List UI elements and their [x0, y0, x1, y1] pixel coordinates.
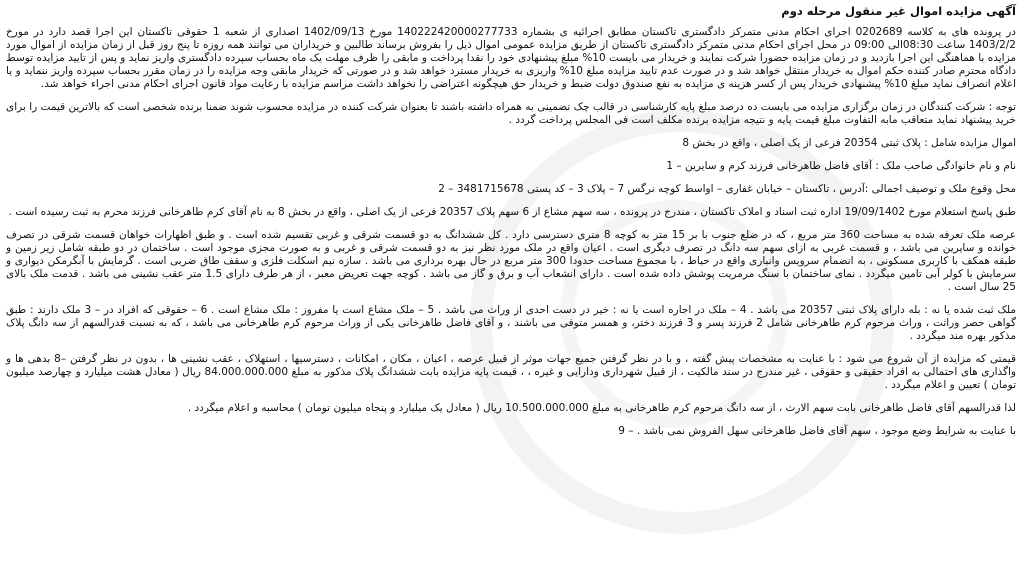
- owner-line: نام و نام خانوادگی صاحب ملک : آقای فاضل طاهرخانی فرزند کرم و سایرین – 1: [666, 160, 1016, 172]
- address-line: محل وقوع ملک و توصیف اجمالی :آدرس ، تاکستان – خیابان غفاری – اواسط کوچه نرگس 7 – پلاک 3 – کد پستی 3481715678 – 2: [438, 183, 1016, 195]
- share-value-paragraph: لذا قدرالسهم آقای فاضل طاهرخانی بابت سهم الارث ، از سه دانگ مرحوم کرم طاهرخانی به مبلغ 10.500.000.000 ریال ( معادل یک میلیارد و پنجاه میلیون تومان ) محاسبه و اعلام میگردد .: [187, 402, 1016, 414]
- registry-paragraph: طبق پاسخ استعلام مورخ 19/09/1402 اداره ثبت اسناد و املاک تاکستان ، مندرج در پرونده ، سه سهم مشاع از 6 سهم پلاک 20357 فرعی از یک اصلی ، واقع در بخش 8 به نام آقای کرم طاهرخانی فرزند محرم به ثبت رسیده است .: [8, 206, 1016, 218]
- notice-attention-paragraph: توجه : شرکت کنندگان در زمان برگزاری مزایده می بایست ده درصد مبلغ پایه کارشناسی در قالب چک تضمینی به همراه داشته باشند تا بعنوان شرکت کننده در مزایده محسوب شوند ضمنا برنده شخصی است که بالاترین قیمت را برای خرید پیشنهاد نماید متعاقب مابه التفاوت مبلغ قیمت پایه و نتیجه مزایده برنده مکلف است فی المجلس پرداخت گردد .: [6, 101, 1016, 126]
- property-line: اموال مزایده شامل : پلاک ثبتی 20354 فرعی از یک اصلی ، واقع در بخش 8: [682, 137, 1016, 149]
- registration-status-paragraph: ملک ثبت شده یا نه : بله دارای پلاک ثبتی 20357 می باشد . 4 – ملک در اجاره است یا نه : خیر در دست احدی از وراث می باشد . 5 – ملک مشاع است یا مفروز : ملک مشاع است . 6 – حقوقی که افراد در – 3 ملک دارند : طبق گواهی حصر وراثت ، وراث مرحوم کرم طاهرخانی شامل 2 فرزند پسر و 3 فرزند دختر، و همسر متوفی می باشند ، و آقای فاضل طاهرخانی یکی از وراث مرحوم کرم طاهرخانی می باشد ، که به نسبت قدرالسهم از سه دانگ پلاک مذکور بهره مند میگردد .: [6, 304, 1016, 342]
- auction-notice: [6, 2, 1016, 448]
- notice-title: آگهی مزایده اموال غیر منقول مرحله دوم: [781, 4, 1016, 18]
- saleability-line: با عنایت به شرایط وضع موجود ، سهم آقای فاضل طاهرخانی سهل الفروش نمی باشد . – 9: [618, 425, 1016, 437]
- notice-intro-paragraph: در پرونده های به کلاسه 0202689 اجرای احکام مدنی متمرکز دادگستری تاکستان مطابق اجرائیه ی بشماره 140222420000277733 مورخ 1402/09/13 اصداری از شعبه 1 حقوقی تاکستان این اجرا قصد دارد در مورخ 1403/2/2 ساعت 08:30الی 09:00 در محل اجرای احکام مدنی متمرکز دادگستری تاکستان از طریق مزایده عمومی اموال ذیل را بفروش برساند طالبین و خریداران می توانند همه روزه تا پنج روز قبل از زمان مزایده از اموال مورد مزایده با هماهنگی این اجرا بازدید و در زمان مزایده حضورا شرکت نمایند و خریدار می بایست 10% مبلغ پیشنهادی خود را نقدا پرداخت و مابقی را ظرف مهلت یک ماه بحساب سپرده دادگستری واریز نماید و پس از تایید مزایده توسط دادگاه محترم صادر کننده حکم اموال به خریدار منتقل خواهد شد و در صورت عدم تایید مزایده مبلغ 10% واریزی به خریدار مسترد خواهد شد و در صورتی که خریدار مابقی وجه مزایده را در زمان مقرر بحساب سپرده واریز ننماید و یا اعلام انصراف نماید مبلغ 10% پیشنهادی خریدار پس از کسر هزینه ی مزایده به نفع صندوق دولت ضبط و خریدار حق هیچگونه اعتراضی را نخواهد داشت مراسم مزایده با رعایت مواد قانون اجرای احکام مدنی اجراء خواهد شد.: [6, 26, 1017, 90]
- base-price-paragraph: قیمتی که مزایده از آن شروع می شود : با عنایت به مشخصات پیش گفته ، و با در نظر گرفتن جمیع جهات موثر از قبیل عرصه ، اعیان ، مکان ، امکانات ، دسترسیها ، استهلاک ، عقب نشینی ها ، بدون در نظر گرفتن –8 بدهی ها و واگذاری های احتمالی به افراد حقیقی و حقوقی ، غیر مندرج در سند مالکیت ، از قبیل شهرداری ودارایی و غیره ، ، قیمت پایه مزایده بابت ششدانگ پلاک مذکور به مبلغ 84.000.000.000 ریال ( معادل هشت میلیارد و چهارصد میلیون تومان ) تعیین و اعلام میگردد .: [6, 353, 1016, 391]
- property-description-paragraph: عرصه ملک تعرفه شده به مساحت 360 متر مربع ، که در ضلع جنوب با بر 15 متر به کوچه 8 متری دسترسی دارد . کل ششدانگ به دو قسمت شرقی و غربی تقسیم شده است . و طبق اظهارات خواهان قسمت شرقی در تصرف خوانده و سایرین می باشد ، و قسمت غربی به ازای سهم سه دانگ در تصرف دیگری است . اعیان واقع در ملک مورد نظر نیز به دو قسمت شرقی و غربی و به صورت مجزی موجود است . ساختمان در دو طبقه شامل زیر زمین و طبقه همکف با کاربری مسکونی ، به انضمام سرویس وانباری واقع در حیاط ، با مجموع مساحت حدودا 300 متر مربع در حال بهره برداری می باشد . سازه نیم اسکلت فلزی و سقف طاق ضربی است . گرمایش با آبگرمکن دیواری و سرمایش با کولر آبی تامین میگردد . نمای ساختمان با سنگ مرمریت پوشش داده شده است . دارای انشعاب آب و برق و گاز می باشد . کوچه جهت تعریض معبر ، از هر طرف دارای 1.5 متر عقب نشینی می باشد . قدمت ملک بالای 25 سال است .: [6, 229, 1017, 293]
